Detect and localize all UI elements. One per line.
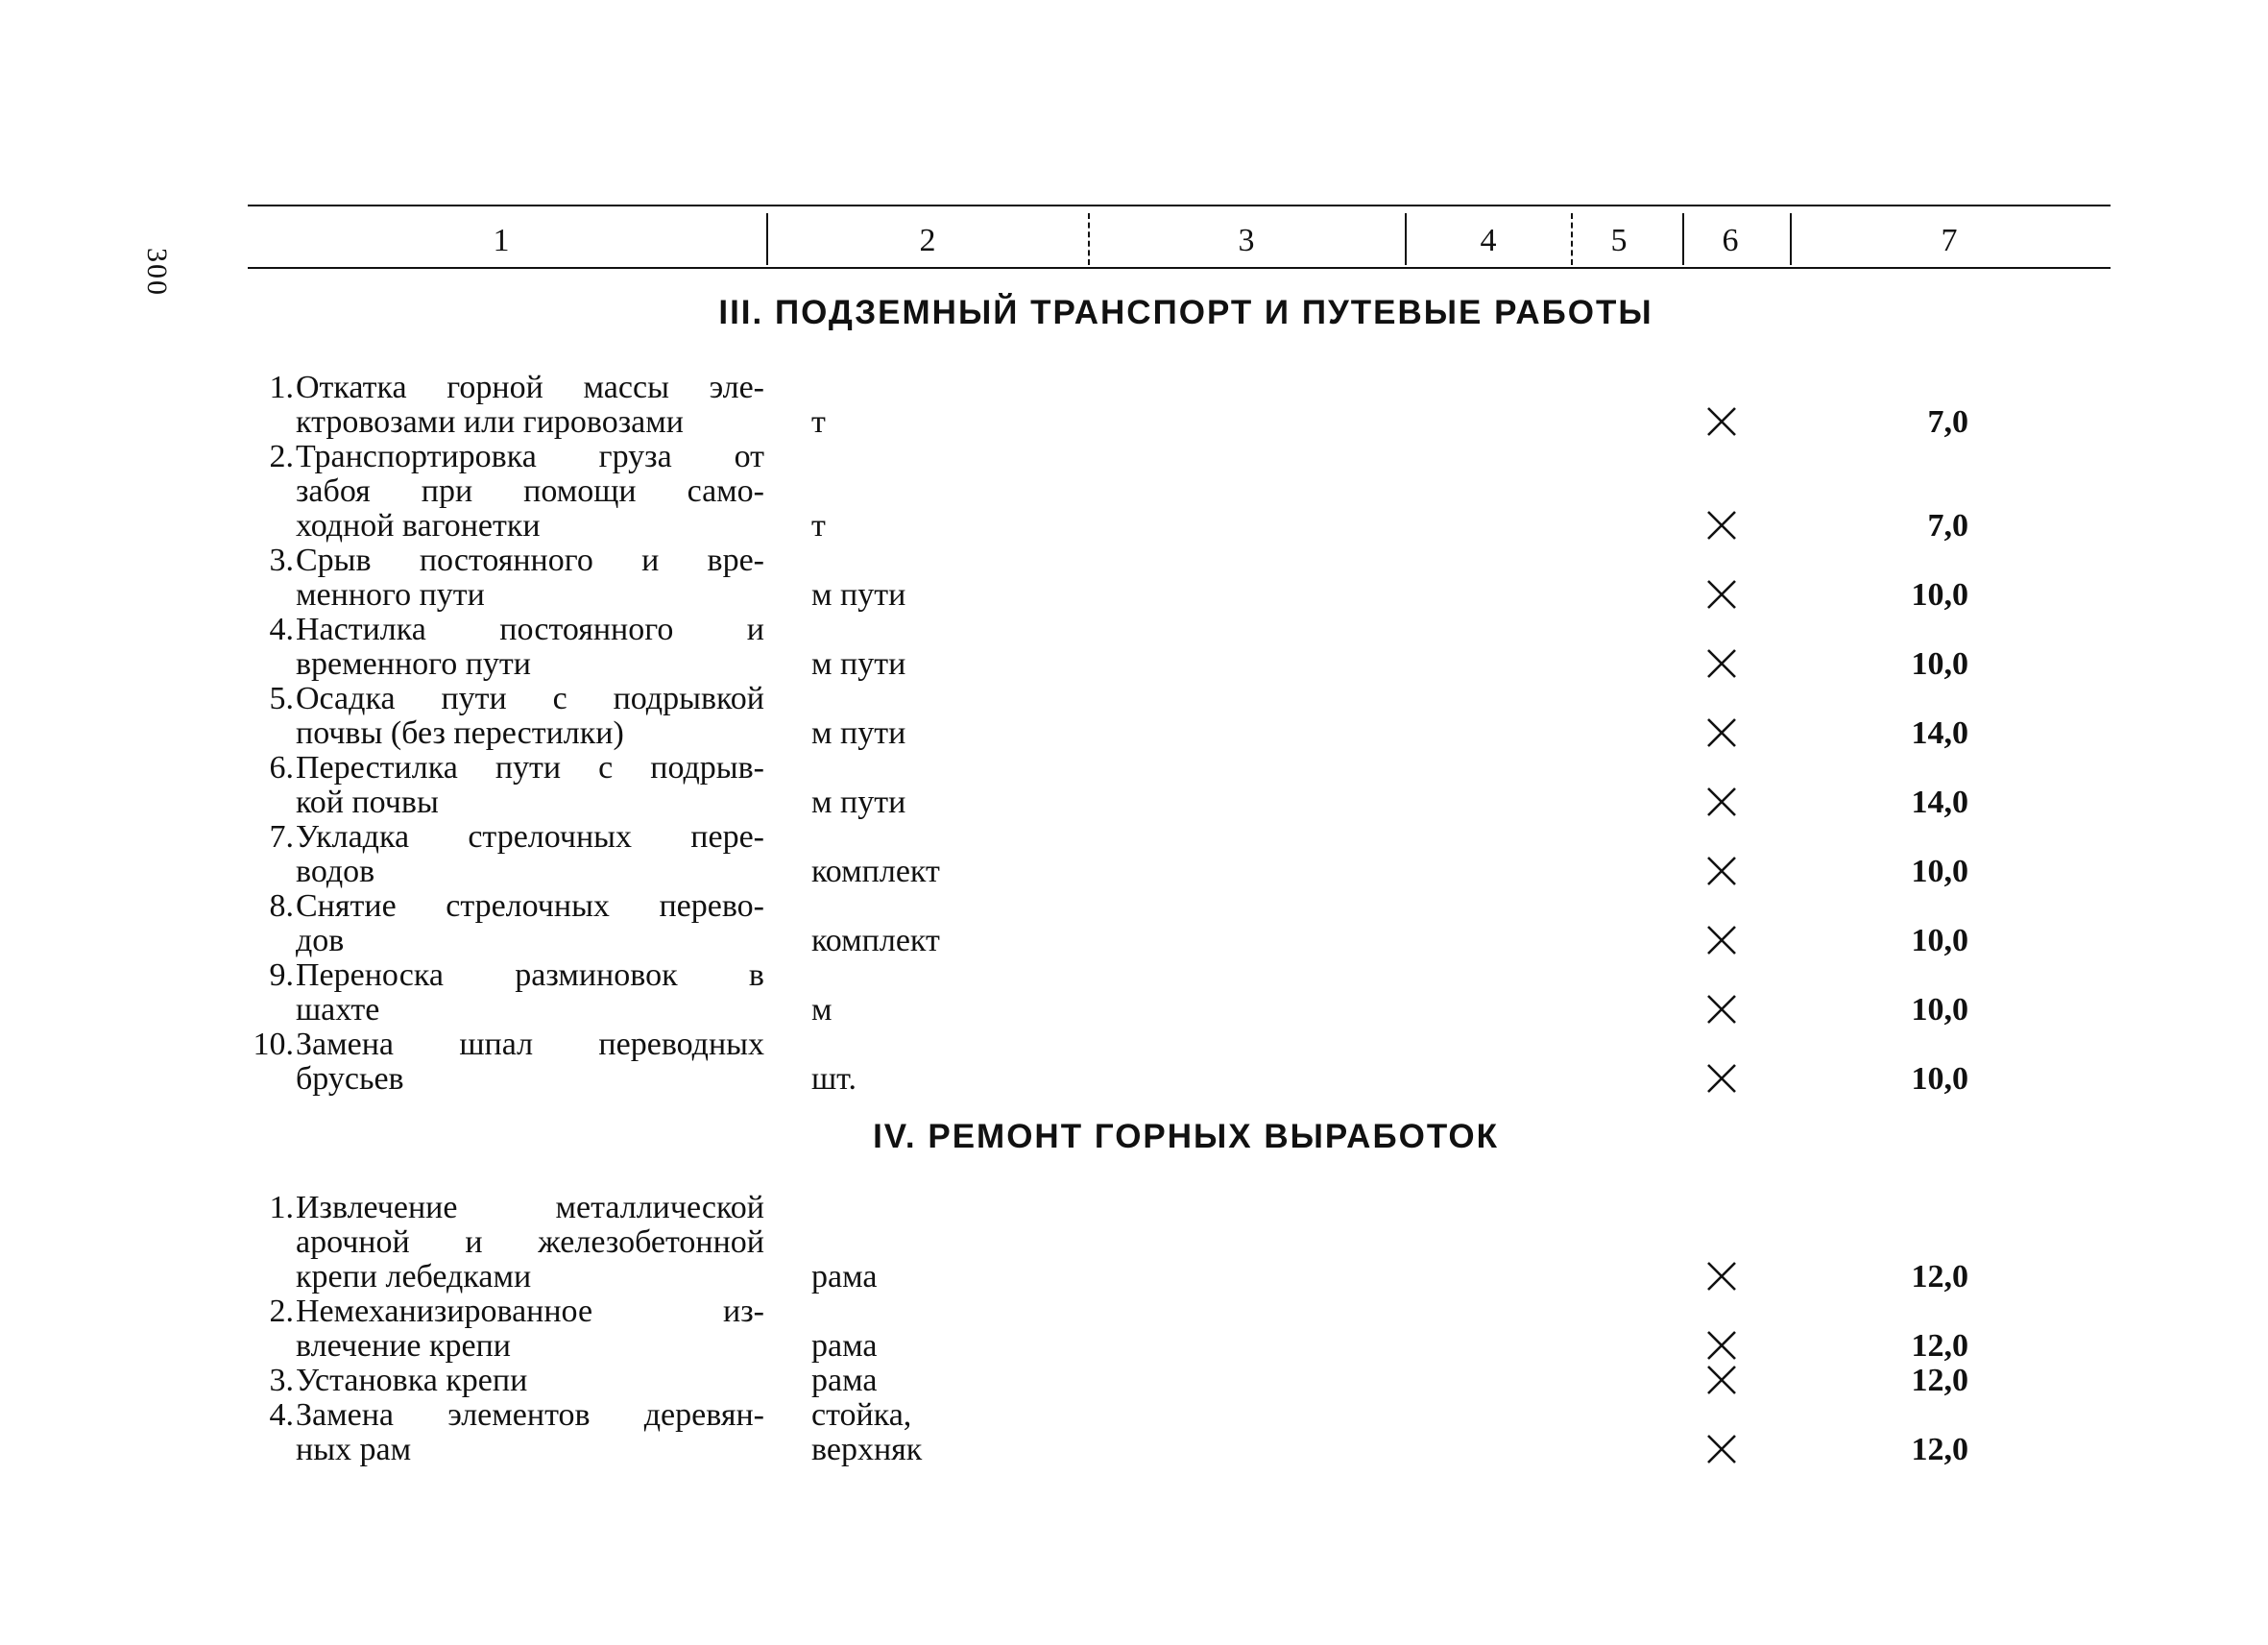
norm-value: 10,0	[1911, 923, 1968, 958]
norm-value: 12,0	[1911, 1259, 1968, 1294]
description-line: Замена шпал переводных	[296, 1027, 764, 1062]
unit-line: комплект	[811, 854, 940, 889]
description-line: Переноска разминовок в	[296, 957, 764, 993]
column-number: 1	[493, 223, 510, 258]
row-number: 10.	[253, 1027, 294, 1062]
row-number: 6.	[269, 750, 294, 786]
column-separator	[1790, 213, 1792, 265]
norm-value: 7,0	[1927, 508, 1968, 544]
description-line: почвы (без перестилки)	[296, 715, 624, 751]
work-description	[296, 889, 764, 958]
unit-of-measure	[811, 1398, 1099, 1467]
unit-line: м пути	[811, 715, 906, 751]
unit-line: м пути	[811, 785, 906, 820]
unit-line: рама	[811, 1328, 878, 1364]
work-description	[296, 371, 764, 440]
section-title: IV. РЕМОНТ ГОРНЫХ ВЫРАБОТОК	[873, 1118, 1499, 1155]
unit-line: рама	[811, 1259, 878, 1294]
work-description	[296, 958, 764, 1028]
table-row	[0, 1191, 2268, 1294]
norm-value: 10,0	[1911, 646, 1968, 682]
description-line: ктровозами или гировозами	[296, 404, 684, 440]
description-line: ных рам	[296, 1432, 412, 1467]
page-number: 300	[141, 248, 173, 297]
work-description	[296, 1028, 764, 1097]
norm-value: 12,0	[1911, 1432, 1968, 1467]
description-line: кой почвы	[296, 785, 439, 820]
cross-mark-icon	[1705, 647, 1738, 680]
row-number: 1.	[269, 1190, 294, 1225]
cross-mark-icon	[1705, 716, 1738, 749]
section-title: III. ПОДЗЕМНЫЙ ТРАНСПОРТ И ПУТЕВЫЕ РАБОТЫ	[718, 294, 1653, 331]
table-row	[0, 371, 2268, 440]
unit-of-measure	[811, 647, 1099, 682]
description-line: Откатка горной массы эле-	[296, 370, 764, 405]
column-separator	[1571, 213, 1573, 265]
table-row	[0, 682, 2268, 751]
unit-line: комплект	[811, 923, 940, 958]
description-line: крепи лебедками	[296, 1259, 532, 1294]
column-number: 5	[1610, 223, 1628, 258]
cross-mark-icon	[1705, 855, 1738, 887]
cross-mark-icon	[1705, 405, 1738, 438]
row-number: 8.	[269, 888, 294, 924]
unit-line: т	[811, 404, 826, 440]
row-number: 5.	[269, 681, 294, 716]
column-separator	[1682, 213, 1684, 265]
row-number: 2.	[269, 439, 294, 474]
norm-value: 12,0	[1911, 1363, 1968, 1398]
cross-mark-icon	[1705, 1329, 1738, 1362]
row-number: 7.	[269, 819, 294, 855]
description-line: Немеханизированное из-	[296, 1294, 764, 1329]
table-row	[0, 613, 2268, 682]
cross-mark-icon	[1705, 1260, 1738, 1293]
row-number: 9.	[269, 957, 294, 993]
work-description	[296, 751, 764, 820]
unit-line: т	[811, 508, 826, 544]
description-line: дов	[296, 923, 345, 958]
table-row	[0, 751, 2268, 820]
table-row	[0, 1364, 2268, 1398]
work-description	[296, 682, 764, 751]
norm-value: 12,0	[1911, 1328, 1968, 1364]
row-number: 4.	[269, 612, 294, 647]
row-number: 3.	[269, 543, 294, 578]
header-bottom-rule	[248, 267, 2111, 269]
cross-mark-icon	[1705, 1062, 1738, 1095]
cross-mark-icon	[1705, 924, 1738, 956]
table-row	[0, 1398, 2268, 1467]
unit-of-measure	[811, 855, 1099, 889]
header-top-rule	[248, 205, 2111, 206]
column-separator	[1088, 213, 1090, 265]
cross-mark-icon	[1705, 786, 1738, 818]
unit-line: стойка,	[811, 1397, 912, 1433]
description-line: Установка крепи	[296, 1363, 528, 1398]
description-line: Транспортировка груза от	[296, 439, 764, 474]
column-separator	[766, 213, 768, 265]
work-description	[296, 1364, 764, 1398]
unit-of-measure	[811, 1062, 1099, 1097]
row-number: 1.	[269, 370, 294, 405]
unit-of-measure	[811, 405, 1099, 440]
norm-value: 10,0	[1911, 992, 1968, 1028]
cross-mark-icon	[1705, 578, 1738, 611]
unit-of-measure	[811, 993, 1099, 1028]
unit-line: м пути	[811, 646, 906, 682]
cross-mark-icon	[1705, 1364, 1738, 1396]
cross-mark-icon	[1705, 1433, 1738, 1465]
unit-of-measure	[811, 1364, 1099, 1398]
work-description	[296, 1191, 764, 1294]
description-line: ходной вагонетки	[296, 508, 541, 544]
unit-line: рама	[811, 1363, 878, 1398]
unit-of-measure	[811, 786, 1099, 820]
unit-line: м пути	[811, 577, 906, 613]
description-line: Укладка стрелочных пере-	[296, 819, 764, 855]
table-row	[0, 958, 2268, 1028]
row-number: 2.	[269, 1294, 294, 1329]
work-description	[296, 1294, 764, 1364]
column-number: 6	[1722, 223, 1739, 258]
description-line: менного пути	[296, 577, 485, 613]
description-line: Снятие стрелочных перево-	[296, 888, 764, 924]
work-description	[296, 613, 764, 682]
column-separator	[1405, 213, 1407, 265]
work-description	[296, 440, 764, 544]
column-number: 7	[1941, 223, 1958, 258]
unit-line: верхняк	[811, 1432, 923, 1467]
description-line: Настилка постоянного и	[296, 612, 764, 647]
description-line: временного пути	[296, 646, 531, 682]
description-line: Извлечение металлической	[296, 1190, 764, 1225]
description-line: Срыв постоянного и вре-	[296, 543, 764, 578]
section-rows	[0, 1191, 2268, 1467]
description-line: арочной и железобетонной	[296, 1224, 764, 1260]
unit-line: шт.	[811, 1061, 857, 1097]
row-number: 4.	[269, 1397, 294, 1433]
description-line: водов	[296, 854, 375, 889]
table-row	[0, 1028, 2268, 1097]
table-row	[0, 440, 2268, 544]
norm-value: 10,0	[1911, 1061, 1968, 1097]
cross-mark-icon	[1705, 993, 1738, 1026]
description-line: брусьев	[296, 1061, 404, 1097]
column-number: 4	[1480, 223, 1497, 258]
unit-line: м	[811, 992, 832, 1028]
table-row	[0, 820, 2268, 889]
section-rows	[0, 371, 2268, 1097]
table-row	[0, 1294, 2268, 1364]
column-number: 3	[1238, 223, 1255, 258]
cross-mark-icon	[1705, 509, 1738, 542]
description-line: Замена элементов деревян-	[296, 1397, 764, 1433]
row-number: 3.	[269, 1363, 294, 1398]
work-description	[296, 1398, 764, 1467]
unit-of-measure	[811, 924, 1099, 958]
description-line: влечение крепи	[296, 1328, 511, 1364]
unit-of-measure	[811, 509, 1099, 544]
unit-of-measure	[811, 578, 1099, 613]
description-line: забоя при помощи само-	[296, 473, 764, 509]
norm-value: 14,0	[1911, 715, 1968, 751]
unit-of-measure	[811, 1260, 1099, 1294]
description-line: Осадка пути с подрывкой	[296, 681, 764, 716]
norm-value: 10,0	[1911, 854, 1968, 889]
work-description	[296, 544, 764, 613]
description-line: Перестилка пути с подрыв-	[296, 750, 764, 786]
norm-value: 14,0	[1911, 785, 1968, 820]
unit-of-measure	[811, 716, 1099, 751]
norm-value: 10,0	[1911, 577, 1968, 613]
unit-of-measure	[811, 1329, 1099, 1364]
table-row	[0, 544, 2268, 613]
norm-value: 7,0	[1927, 404, 1968, 440]
column-number: 2	[919, 223, 936, 258]
description-line: шахте	[296, 992, 380, 1028]
table-row	[0, 889, 2268, 958]
work-description	[296, 820, 764, 889]
